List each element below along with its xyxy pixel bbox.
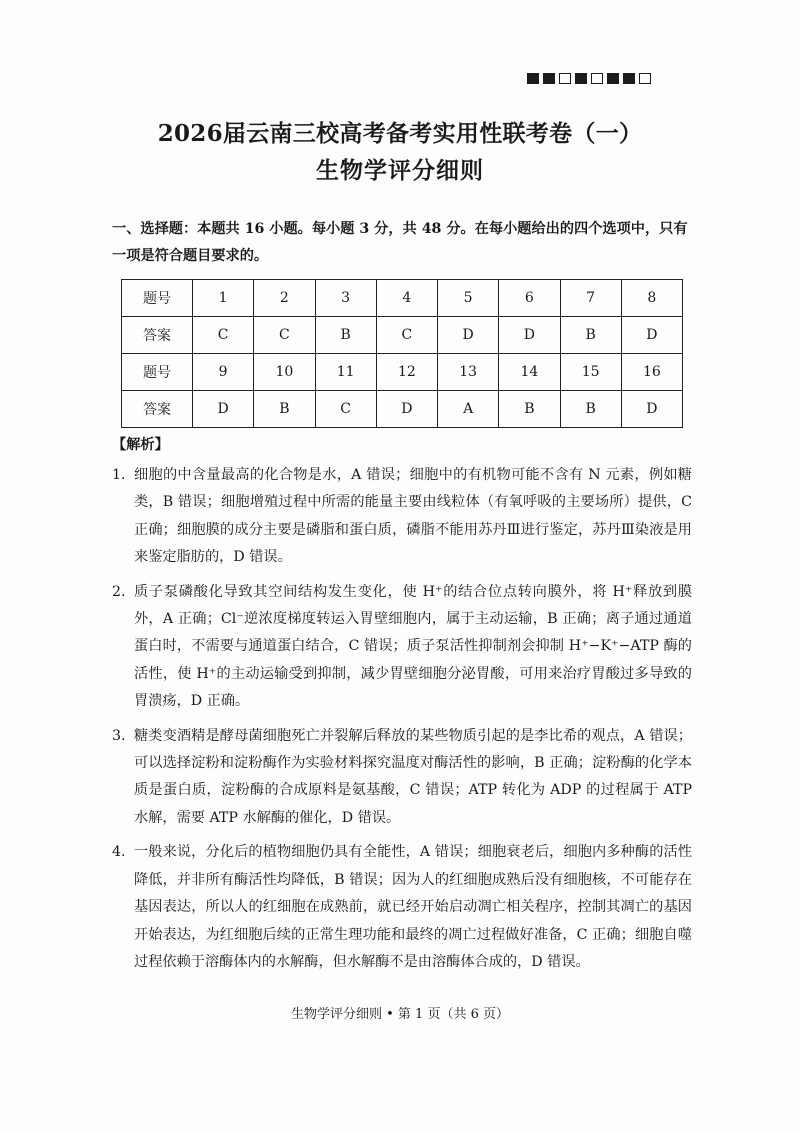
table-cell: 16 [621,354,682,391]
table-cell: A [438,391,499,428]
table-cell: B [254,391,315,428]
document-title: 2026届云南三校高考备考实用性联考卷（一） [157,120,643,147]
table-cell: C [193,317,254,354]
table-cell: 3 [315,280,376,317]
filled-square-mark [543,73,555,84]
table-cell: 9 [193,354,254,391]
row-header-cell: 答案 [122,391,193,428]
item-number: 2. [112,583,126,600]
table-cell: C [254,317,315,354]
document-subtitle: 生物学评分细则 [316,157,484,184]
table-cell: 14 [499,354,560,391]
table-cell: C [376,317,437,354]
table-cell: D [499,317,560,354]
table-cell: 11 [315,354,376,391]
row-header-cell: 题号 [122,354,193,391]
hollow-square-mark [639,73,651,84]
table-cell: 6 [499,280,560,317]
filled-square-mark [527,73,539,84]
analysis-list [112,462,692,983]
row-header-cell: 答案 [122,317,193,354]
page-footer: 生物学评分细则 • 第 1 页（共 6 页） [290,1007,509,1022]
filled-square-mark [575,73,587,84]
table-cell: 7 [560,280,621,317]
table-row [122,391,683,428]
table-cell: 5 [438,280,499,317]
item-text: 细胞的中含量最高的化合物是水，A 错误；细胞中的有机物可能不含有 N 元素，例如糖类，B 错误；细胞增殖过程中所需的能量主要由线粒体（有氧呼吸的主要场所）提供，C 正确；细胞膜的成分主要是磷脂和蛋白质，磷脂不能用苏丹Ⅲ进行鉴定，苏丹Ⅲ染液是用来鉴定脂肪的，D 错误。 [134,467,692,566]
table-row [122,280,683,317]
analysis-item [112,723,692,833]
header-marks [527,73,651,87]
analysis-heading: 【解析】 [112,437,169,453]
table-cell: 8 [621,280,682,317]
filled-square-mark [623,73,635,84]
section-heading-choice: 一、选择题：本题共 16 小题。每小题 3 分，共 48 分。在每小题给出的四个选项中，只有一项是符合题目要求的。 [112,221,688,264]
table-cell: 12 [376,354,437,391]
answer-table [121,279,683,428]
table-cell: B [315,317,376,354]
table-cell: B [499,391,560,428]
item-text: 糖类变酒精是酵母菌细胞死亡并裂解后释放的某些物质引起的是李比希的观点，A 错误；可以选择淀粉和淀粉酶作为实验材料探究温度对酶活性的影响，B 正确；淀粉酶的化学本质是蛋白质，淀粉酶的合成原料是氨基酸，C 错误；ATP 转化为 ADP 的过程属于 ATP 水解，需要 ATP 水解酶的催化，D 错误。 [134,727,692,826]
table-cell: 15 [560,354,621,391]
item-number: 4. [112,844,126,861]
table-cell: 13 [438,354,499,391]
table-cell: B [560,391,621,428]
table-cell: 4 [376,280,437,317]
table-cell: D [621,317,682,354]
table-cell: 2 [254,280,315,317]
table-cell: 10 [254,354,315,391]
table-row [122,354,683,391]
item-text: 质子泵磷酸化导致其空间结构发生变化，使 H⁺的结合位点转向膜外，将 H⁺释放到膜外，A 正确；Cl⁻逆浓度梯度转运入胃壁细胞内，属于主动运输，B 正确；离子通过通道蛋白时，不需要与通道蛋白结合，C 错误；质子泵活性抑制剂会抑制 H⁺−K⁺−ATP 酶的活性，使 H⁺的主动运输受到抑制，减少胃壁细胞分泌胃酸，可用来治疗胃酸过多导致的胃溃疡，D 正确。 [134,583,692,710]
item-number: 3. [112,727,126,744]
table-cell: B [560,317,621,354]
analysis-item [112,462,692,572]
hollow-square-mark [591,73,603,84]
item-number: 1. [112,467,126,483]
table-cell: D [193,391,254,428]
item-text: 一般来说，分化后的植物细胞仍具有全能性，A 错误；细胞衰老后，细胞内多种酶的活性降低，并非所有酶活性均降低，B 错误；因为人的红细胞成熟后没有细胞核，不可能存在基因表达，所以人的红细胞在成熟前，就已经开始启动凋亡相关程序，控制其凋亡的基因开始表达，为红细胞后续的正常生理功能和最终的凋亡过程做好准备，C 正确；细胞自噬过程依赖于溶酶体内的水解酶，但水解酶不是由溶酶体合成的，D 错误。 [134,844,692,970]
analysis-item [112,839,692,976]
hollow-square-mark [559,73,571,84]
table-row [122,317,683,354]
table-cell: D [621,391,682,428]
filled-square-mark [607,73,619,84]
row-header-cell: 题号 [122,280,193,317]
table-cell: 1 [193,280,254,317]
table-cell: D [438,317,499,354]
table-cell: C [315,391,376,428]
table-cell: D [376,391,437,428]
analysis-item [112,579,692,716]
